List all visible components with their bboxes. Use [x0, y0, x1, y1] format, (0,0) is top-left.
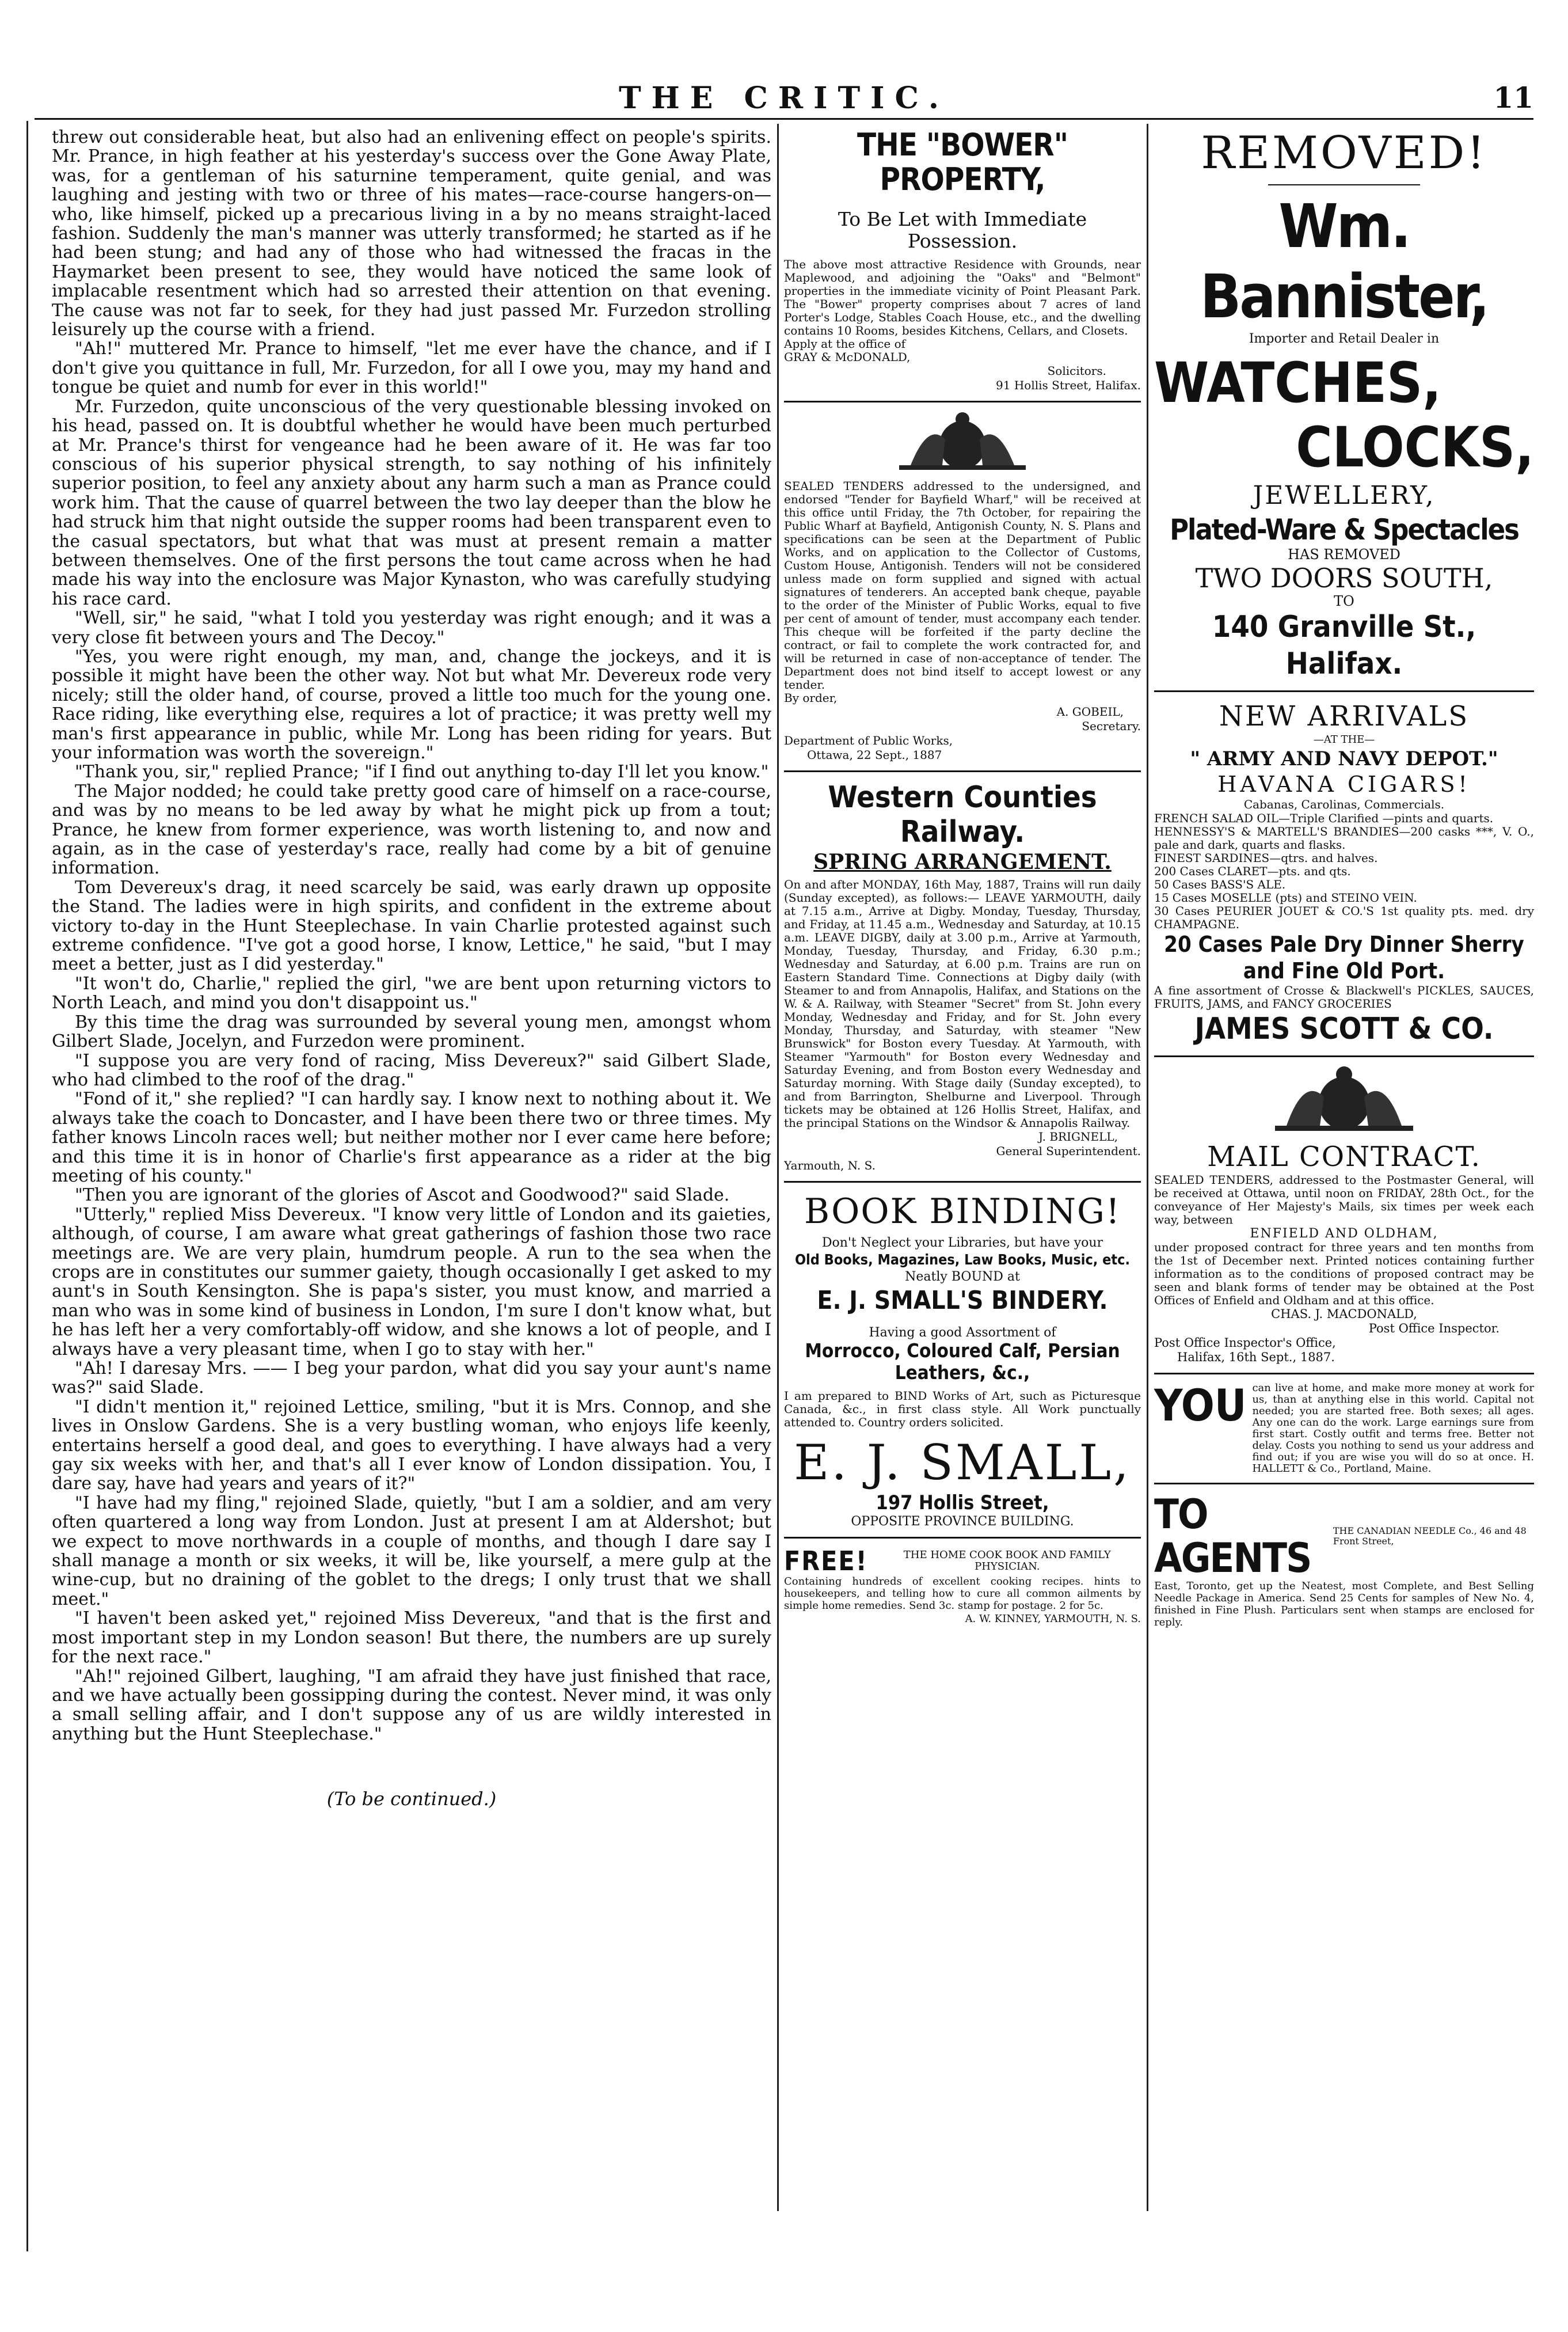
clocks-word: CLOCKS, — [1296, 415, 1534, 480]
removed-title: REMOVED! — [1201, 128, 1487, 179]
free-body: Containing hundreds of excellent cooking recipes. hints to housekeepers, and telling how to cure all common ailments by simple home remedies. Send 3c. stamp for postage. 2 for 5c. — [784, 1575, 1141, 1612]
free-word: FREE! — [784, 1545, 868, 1577]
agents-text: East, Toronto, get up the Neatest, most Complete, and Best Selling Needle Package in America. Send 25 Cents for samples of New No. 4, finished in Fine Plush. Particulars sent when stamps are enclosed for reply. — [1154, 1580, 1534, 1628]
arrivals-title: NEW ARRIVALS — [1219, 700, 1470, 732]
binding-line3: Neatly BOUND at — [905, 1270, 1020, 1284]
bower-addr: 91 Hollis Street, Halifax. — [996, 378, 1141, 392]
page-number: 11 — [1493, 81, 1533, 115]
granville-address: 140 Granville St., Halifax. — [1212, 610, 1476, 681]
arrivals-item: FINEST SARDINES—qtrs. and halves. — [1154, 851, 1378, 865]
story-paragraph: "I suppose you are very fond of racing, Miss Devereux?" said Gilbert Slade, who had climbed to the roof of the drag." — [52, 1050, 771, 1090]
watches-word: WATCHES, — [1154, 351, 1441, 415]
arrivals-item: 50 Cases BASS'S ALE. — [1154, 878, 1286, 891]
story-paragraph: "Well, sir," he said, "what I told you yesterday was right enough; and it was a very close fit between yours and The Decoy." — [52, 608, 771, 648]
sherry-line: 20 Cases Pale Dry Dinner Sherry and Fine Old Port. — [1164, 932, 1524, 983]
arrivals-item: 15 Cases MOSELLE (pts) and STEINO VEIN. — [1154, 891, 1417, 905]
binding-body: I am prepared to BIND Works of Art, such as Picturesque Canada, &c., in first class style. All Work punctually attended to. Country orders solicited. — [784, 1389, 1141, 1429]
james-scott-firm: JAMES SCOTT & CO. — [1194, 1012, 1494, 1046]
to-agents-big: TO AGENTS — [1154, 1491, 1311, 1582]
arrivals-assortment: A fine assortment of Crosse & Blackwell's PICKLES, SAUCES, FRUITS, JAMS, and FANCY GROCERIES — [1154, 983, 1534, 1011]
arrivals-item: HENNESSY'S & MARTELL'S BRANDIES—200 casks ***, V. O., pale and dark, quarts and flasks. — [1154, 825, 1534, 852]
bower-sub2: Possession. — [907, 230, 1018, 252]
two-doors-south: TWO DOORS SOUTH, — [1195, 563, 1493, 594]
royal-crest-icon — [1246, 1065, 1442, 1134]
havana-cigars: HAVANA CIGARS! — [1217, 772, 1471, 797]
binding-name: E. J. SMALL'S BINDERY. — [817, 1286, 1108, 1315]
divider — [784, 770, 1141, 772]
arrivals-at: —AT THE— — [1313, 734, 1375, 746]
story-paragraph: Mr. Furzedon, quite unconscious of the very questionable blessing invoked on his head, passed on. It is doubtful whether he would have been much perturbed at Mr. Prance's thirst for vengeance had he been aware of it. He was far too conscious of his superior physical strength, to say nothing of his infinitely superior position, to feel any anxiety about any harm such a man as Prance could work him. That the cause of quarrel between the two lay deeper than the blow he had struck him that night outside the supper rooms had been transparent even to the casual spectators, but what that was must at present remain a matter between themselves. One of the first persons the tout came across when he had made his way into the enclosure was Major Kynaston, who was carefully studying his race card. — [52, 396, 771, 609]
story-paragraph: threw out considerable heat, but also had an enlivening effect on people's spirits. Mr. Prance, in high feather at his yesterday's success over the Gone Away Plate, was, for a gentleman of his saturnine temperament, quite genial, and was laughing and jesting with two or three of his mates—race-course hangers-on—who, like himself, picked up a precarious living in a by no means straight-laced fashion. Suddenly the man's manner was utterly transformed; he started as if he had been stung; and had any of those who had witnessed the fracas in the Haymarket been present to see, they would have noticed the same look of implacable resentment which had so arrested their attention on that evening. The cause was not far to seek, for they had just passed Mr. Furzedon strolling leisurely up the course with a friend. — [52, 128, 771, 340]
mail-date: Halifax, 16th Sept., 1887. — [1177, 1350, 1335, 1364]
column-divider-1 — [777, 124, 779, 2211]
story-paragraph: "Ah! I daresay Mrs. —— I beg your pardon, what did you say your aunt's name was?" said Slade. — [52, 1358, 771, 1398]
bower-title: THE "BOWER" PROPERTY, — [857, 128, 1068, 198]
bower-firm: GRAY & McDONALD, — [784, 350, 911, 364]
divider — [784, 1181, 1141, 1183]
divider — [1154, 1483, 1534, 1484]
story-paragraph: "Ah!" muttered Mr. Prance to himself, "let me ever have the chance, and if I don't give you quittance in full, Mr. Furzedon, for all I owe you, may my hand and tongue be quiet and numb for ever in this world!" — [52, 339, 771, 398]
you-big: YOU — [1154, 1380, 1247, 1431]
small-address: 197 Hollis Street, — [876, 1491, 1049, 1514]
has-removed: HAS REMOVED — [1288, 546, 1400, 563]
removed-to: TO — [1334, 593, 1354, 609]
cigar-brands: Cabanas, Carolinas, Commercials. — [1243, 797, 1445, 811]
tenders-signature: A. GOBEIL, — [1056, 705, 1124, 719]
binding-line5: Morrocco, Coloured Calf, Persian — [805, 1339, 1120, 1362]
bower-role: Solicitors. — [1047, 364, 1106, 378]
mail-sig-role: Post Office Inspector. — [1368, 1321, 1500, 1335]
story-paragraph: "It won't do, Charlie," replied the girl, "we are bent upon returning victors to North Leach, and mind you don't disappoint us." — [52, 973, 771, 1013]
agents-ad — [1154, 1492, 1534, 1580]
arrivals-item: 200 Cases CLARET—pts. and qts. — [1154, 864, 1351, 878]
story-paragraph: "Yes, you were right enough, my man, and, change the jockeys, and it is possible it might have been the other way. Not but what Mr. Devereux rode very nicely; still the older hand, of course, proved a little too much for the young one. Race riding, like everything else, requires a lot of practice; it was pretty well my man's first appearance in public, while Mr. Long has been riding for years. But your information was worth the sovereign." — [52, 646, 771, 763]
jewellery-word: JEWELLERY, — [1253, 481, 1436, 510]
divider — [1154, 1373, 1534, 1374]
story-paragraph: The Major nodded; he could take pretty good care of himself on a race-course, and was by no means to be led away by what he might pick up from a tout; Prance, he knew from former experience, was worth listening to, and now and again, as in the case of yesterday's race, really had come by a bit of genuine information. — [52, 781, 771, 879]
mail-contract-title: MAIL CONTRACT. — [1207, 1141, 1481, 1173]
masthead-rule — [35, 118, 1533, 120]
story-paragraph: "Thank you, sir," replied Prance; "if I find out anything to-day I'll let you know." — [75, 762, 769, 783]
story-paragraph: "I haven't been asked yet," rejoined Miss Devereux, "and that is the first and most important step in my London season! But there, the numbers are up surely for the next race." — [52, 1608, 771, 1668]
you-ad — [1154, 1380, 1534, 1475]
story-paragraph: By this time the drag was surrounded by several young men, amongst whom Gilbert Slade, Jocelyn, and Furzedon were prominent. — [52, 1012, 771, 1052]
ads-column-3 — [1154, 128, 1534, 1628]
railway-body: On and after MONDAY, 16th May, 1887, Trains will run daily (Sunday excepted), as follows:— LEAVE YARMOUTH, daily at 7.15 a.m., Arrive at Digby. Monday, Tuesday, Thursday, and Friday, at 11.45 a.m., Wednesday and Saturday, at 10.15 a.m. LEAVE DIGBY, daily at 3.00 p.m., Arrive at Yarmouth, Monday, Tuesday, Thursday, and Friday, 6.30 p.m.; Wednesday and Saturday, at 6.00 p.m. Trains are run on Eastern Standard Time. Connections at Digby daily (with Steamer to and from Annapolis, Halifax, and Stations on the W. & A. Railway, with Steamer "Secret" from St. John every Monday, Wednesday and Friday, and for St. John every Monday, Thursday, and Saturday, with steamer "New Brunswick" for Boston every Tuesday. At Yarmouth, with Steamer "Yarmouth" for Boston every Wednesday and Saturday Evening, and from Boston every Wednesday and Saturday morning. With Stage daily (Sunday excepted), to and from Barrington, Shelburne and Liverpool. Through tickets may be obtained at 126 Hollis Street, Halifax, and the principal Stations on the Windsor & Annapolis Railway. — [784, 878, 1141, 1130]
divider — [1268, 184, 1420, 185]
ads-column-2 — [784, 128, 1141, 1626]
serial-story-column — [52, 128, 771, 1809]
story-paragraph: "I didn't mention it," rejoined Lettice, smiling, "but it is Mrs. Connop, and she lives in Onslow Gardens. She is a very bustling woman, who enjoys life keenly, entertains herself a good deal, and goes to everything. I have always had a very gay six weeks with her, and that's all I ever know of London dissipation. You, I dare say, have had years and years of it?" — [52, 1396, 771, 1494]
arrivals-item: FRENCH SALAD OIL—Triple Clarified —pints and quarts. — [1154, 811, 1494, 825]
tenders-date: Ottawa, 22 Sept., 1887 — [807, 748, 942, 762]
divider — [1154, 1055, 1534, 1057]
royal-crest-icon — [876, 411, 1049, 474]
divider — [1154, 690, 1534, 692]
agents-firm: THE CANADIAN NEEDLE Co., 46 and 48 Front Street, — [1333, 1525, 1527, 1547]
bower-apply: Apply at the office of — [784, 337, 906, 351]
to-be-continued: (To be continued.) — [326, 1788, 497, 1809]
masthead — [35, 81, 1533, 115]
binding-line1: Don't Neglect your Libraries, but have your — [821, 1236, 1103, 1250]
mail-route: ENFIELD AND OLDHAM, — [1250, 1226, 1438, 1241]
free-heading: THE HOME COOK BOOK AND FAMILY PHYSICIAN. — [903, 1549, 1111, 1573]
tenders-by-order: By order, — [784, 691, 838, 705]
small-big-name: E. J. SMALL, — [794, 1434, 1131, 1491]
binding-line6: Leathers, &c., — [895, 1361, 1030, 1384]
bower-sub1: To Be Let with Immediate — [838, 208, 1087, 230]
story-paragraph: Tom Devereux's drag, it need scarcely be said, was early drawn up opposite the Stand. The ladies were in high spirits, and confident in the extreme about victory to-day in the Hunt Steeplechase. In vain Charlie protested against such extreme confidence. "I've got a good horse, I know, Lettice," he said, "but I may meet a better, just as I did yesterday." — [52, 877, 771, 975]
story-paragraph: "Then you are ignorant of the glories of Ascot and Goodwood?" said Slade. — [75, 1185, 730, 1206]
story-paragraph: "Utterly," replied Miss Devereux. "I know very little of London and its gaieties, although, of course, I am aware what great gatherings of fashion those two race meetings are. We are very plain, humdrum people. A run to the sea when the crops are in constitutes our summer gaiety, though occasionally I get asked to my aunt's in South Kensington. She is papa's sister, you must know, and married a man who was in some kind of business in London, I'm sure I don't know what, but he has left her a very comfortably-off widow, and she knows a lot of people, and I always have a very pleasant time, when I go to stay with her." — [52, 1204, 771, 1359]
mail-body2: under proposed contract for three years and ten months from the 1st of December next. Printed notices containing further information as to the conditions of proposed contract may be seen and blank forms of tender may be obtained at the Post Offices of Enfield and Oldham and at this office. — [1154, 1240, 1534, 1307]
mail-body: SEALED TENDERS, addressed to the Postmaster General, will be received at Ottawa, until noon on FRIDAY, 28th Oct., for the conveyance of Her Majesty's Mails, six times per week each way, between — [1154, 1173, 1534, 1226]
divider — [784, 1537, 1141, 1539]
you-text: can live at home, and make more money at work for us, than at anything else in this world. Capital not needed; you are started free. Both sexes; all ages. Any one can do the work. Large earnings sure from first start. Costly outfit and terms free. Better not delay. Costs you nothing to send us your address and find out; if you are wise you will do so at once. H. HALLETT & Co., Portland, Maine. — [1252, 1382, 1534, 1475]
army-navy-depot: " ARMY AND NAVY DEPOT." — [1190, 747, 1498, 770]
bannister-name: Wm. Bannister, — [1200, 191, 1489, 332]
railway-place: Yarmouth, N. S. — [784, 1159, 876, 1172]
free-ad — [784, 1547, 1141, 1575]
story-paragraph: "I have had my fling," rejoined Slade, quietly, "but I am a soldier, and am very often quartered a long way from London. Just at present I am at Aldershot; but we expect to move northwards in a couple of months, and though I dare say I shall manage a month or six weeks, it will be, like yourself, a mere gulp at the wine-cup, but no draining of the goblet to the dregs; I only trust that we shall meet." — [52, 1492, 771, 1609]
free-signature: A. W. KINNEY, YARMOUTH, N. S. — [965, 1613, 1141, 1625]
tenders-sig-role: Secretary. — [1082, 719, 1141, 733]
left-margin-rule — [26, 121, 28, 2251]
masthead-title: THE CRITIC. — [618, 81, 950, 116]
bower-body: The above most attractive Residence with Grounds, near Maplewood, and adjoining the "Oaks" and "Belmont" properties in the immediate vicinity of Point Pleasant Park. The "Bower" property comprises about 7 acres of land Porter's Lodge, Stables Coach House, etc., and the dwelling contains 10 Rooms, besides Kitchens, Cellars, and Closets. — [784, 257, 1141, 337]
binding-title: BOOK BINDING! — [804, 1191, 1121, 1232]
plated-ware: Plated-Ware & Spectacles — [1170, 513, 1518, 546]
bannister-desc: Importer and Retail Dealer in — [1249, 332, 1440, 346]
divider — [784, 401, 1141, 402]
railway-sig-role: General Superintendent. — [996, 1144, 1141, 1158]
railway-signature: J. BRIGNELL, — [1038, 1130, 1118, 1144]
mail-office: Post Office Inspector's Office, — [1154, 1336, 1336, 1350]
railway-title: Western Counties Railway. — [828, 780, 1097, 849]
tenders-body: SEALED TENDERS addressed to the undersigned, and endorsed "Tender for Bayfield Wharf," will be received at this office until Friday, the 7th October, for repairing the Public Wharf at Bayfield, Antigonish County, N. S. Plans and specifications can be seen at the Department of Public Works, and on application to the Collector of Customs, Custom House, Antigonish. Tenders will not be considered unless made on form supplied and signed with actual signatures of tenderers. An accepted bank cheque, payable to the order of the Minister of Public Works, equal to five per cent of amount of tender, must accompany each tender. This cheque will be forfeited if the party decline the contract, or fail to complete the work contracted for, and will be returned in case of non-acceptance of tender. The Department does not bind itself to accept lowest or any tender. — [784, 479, 1141, 692]
tenders-dept: Department of Public Works, — [784, 734, 953, 747]
mail-signature: CHAS. J. MACDONALD, — [1271, 1307, 1417, 1321]
column-divider-2 — [1147, 124, 1148, 2211]
story-paragraph: "Fond of it," she replied? "I can hardly say. I know next to nothing about it. We always take the coach to Doncaster, and I have been there two or three times. My father knows Lincoln races well; but neither mother nor I ever came here before; and this time it is in honor of Charlie's first appearance as a rider at the big meeting of his county." — [52, 1089, 771, 1186]
binding-line4: Having a good Assortment of — [869, 1325, 1056, 1340]
binding-line2: Old Books, Magazines, Law Books, Music, etc. — [794, 1251, 1131, 1268]
small-opposite: OPPOSITE PROVINCE BUILDING. — [851, 1514, 1074, 1529]
railway-sub: SPRING ARRANGEMENT. — [813, 850, 1112, 874]
story-paragraph: "Ah!" rejoined Gilbert, laughing, "I am afraid they have just finished that race, and we have actually been gossipping during the contest. Never mind, it was only a small selling affair, and I don't suppose any of us are wildly interested in anything but the Hunt Steeplechase." — [52, 1666, 771, 1744]
arrivals-item: 30 Cases PEURIER JOUET & CO.'S 1st quality pts. med. dry CHAMPAGNE. — [1154, 904, 1534, 931]
